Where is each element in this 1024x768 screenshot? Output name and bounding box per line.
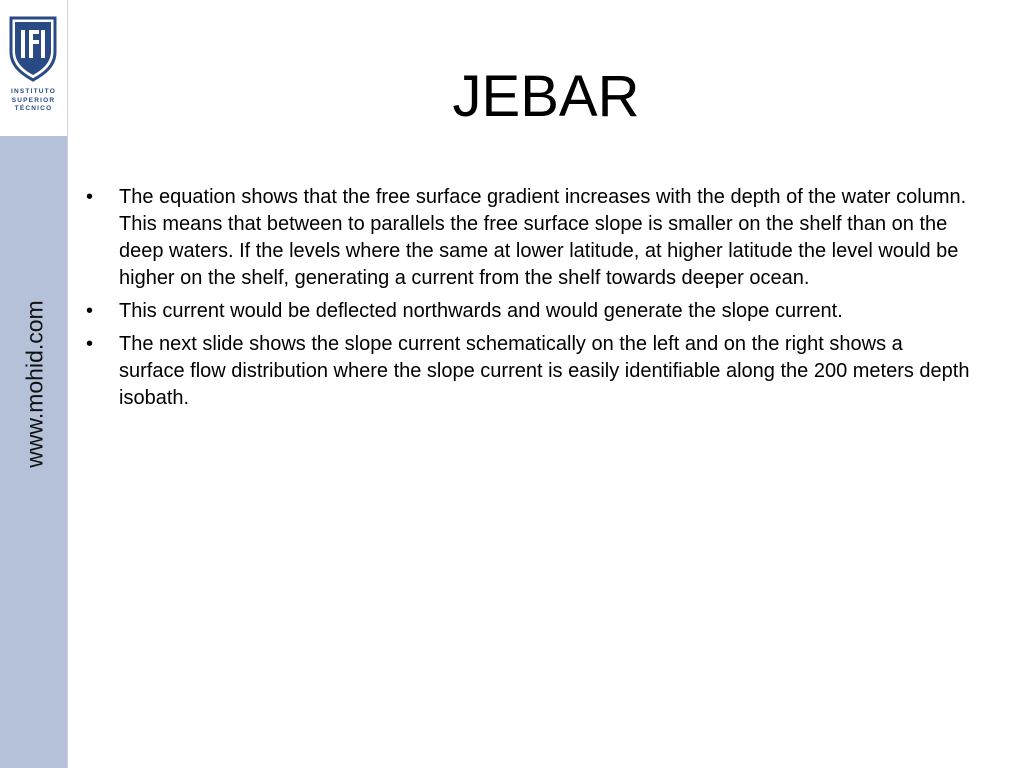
logo-line-1: INSTITUTO (11, 88, 56, 95)
ist-shield-icon (8, 16, 58, 82)
website-url: www.mohid.com (21, 300, 48, 468)
sidebar (0, 0, 67, 768)
bullet-marker: • (86, 300, 94, 322)
bullet-list (80, 184, 970, 418)
bullet-marker: • (86, 333, 94, 355)
bullet-item (80, 184, 970, 292)
logo-line-2: SUPERIOR (11, 96, 56, 104)
bullet-text: This current would be deflected northwards and would generate the slope current. (119, 300, 843, 322)
bullet-marker: • (86, 186, 94, 208)
bullet-text: The next slide shows the slope current schematically on the left and on the right shows a surface flow distribution where the slope current is easily identifiable along the 200 meters depth isobath. (119, 333, 970, 409)
logo-wordmark (0, 88, 67, 114)
logo-line-3: TÉCNICO (14, 105, 53, 112)
logo (0, 0, 67, 136)
bullet-item (80, 331, 970, 412)
bullet-item (80, 298, 970, 325)
slide-title: JEBAR (452, 64, 640, 129)
bullet-text: The equation shows that the free surface gradient increases with the depth of the water column. This means that between to parallels the free surface slope is smaller on the shelf than on the deep waters. If the levels where the same at lower latitude, at higher latitude the level would be higher on the shelf, generating a current from the shelf towards deeper ocean. (119, 186, 967, 289)
